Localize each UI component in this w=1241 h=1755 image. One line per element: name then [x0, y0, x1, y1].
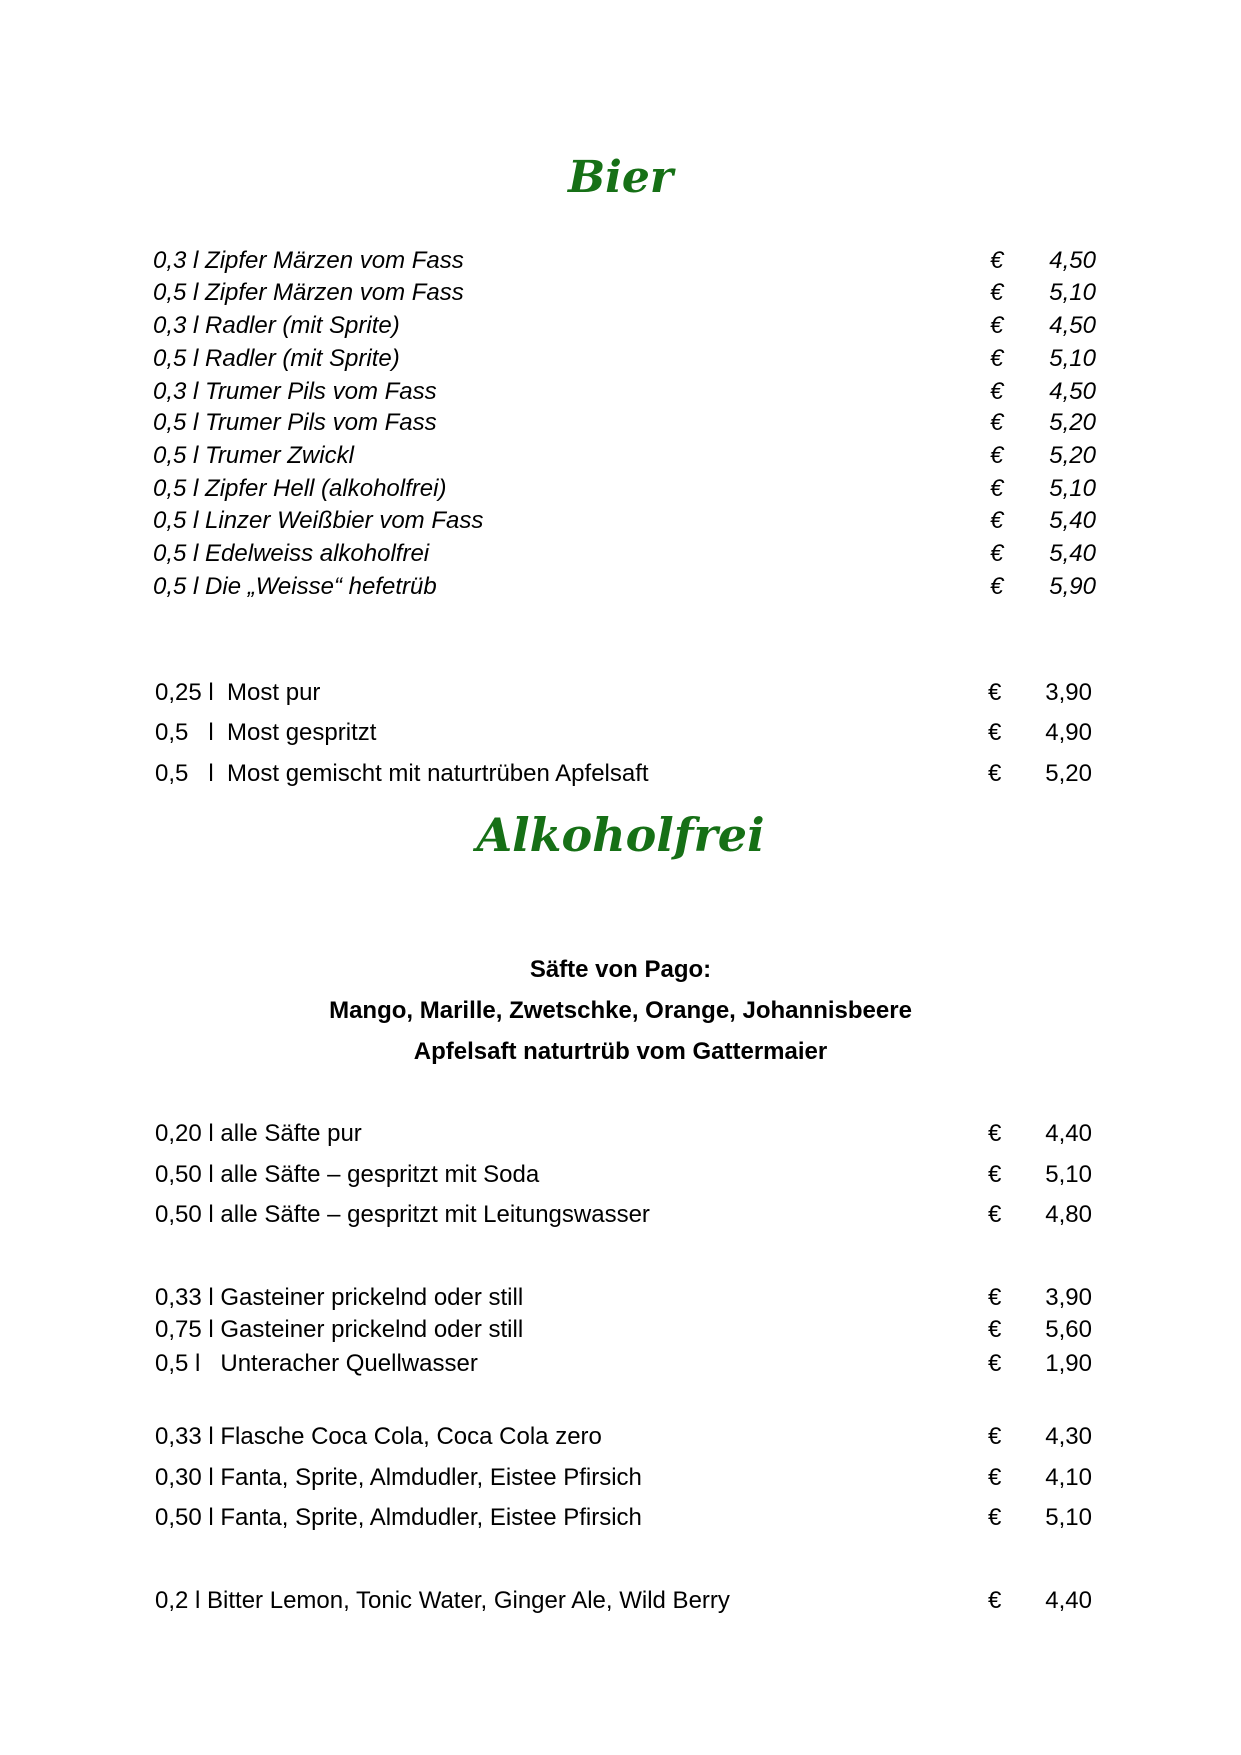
- item-name: 0,75 l Gasteiner prickelnd oder still: [155, 1316, 524, 1343]
- item-price: 4,40: [1045, 1587, 1092, 1614]
- euro-sign: €: [990, 573, 1004, 600]
- item-name: 0,3 l Zipfer Märzen vom Fass: [153, 247, 464, 274]
- menu-item: [0, 1201, 1241, 1231]
- item-name: 0,30 l Fanta, Sprite, Almdudler, Eistee Pfirsich: [155, 1464, 642, 1491]
- euro-sign: €: [988, 1504, 1002, 1531]
- menu-item: [0, 1504, 1241, 1534]
- item-price: 5,10: [1049, 279, 1096, 306]
- euro-sign: €: [990, 442, 1004, 469]
- euro-sign: €: [988, 1423, 1002, 1450]
- item-name: 0,5 l Linzer Weißbier vom Fass: [153, 507, 484, 534]
- euro-sign: €: [990, 345, 1004, 372]
- item-price: 3,90: [1045, 1284, 1092, 1311]
- item-price: 5,60: [1045, 1316, 1092, 1343]
- menu-item: [0, 760, 1241, 790]
- euro-sign: €: [988, 1587, 1002, 1614]
- euro-sign: €: [988, 1161, 1002, 1188]
- item-price: 4,10: [1045, 1464, 1092, 1491]
- item-name: 0,5 l Die „Weisse“ hefetrüb: [153, 573, 437, 600]
- menu-item: [0, 573, 1241, 603]
- menu-item: [0, 1350, 1241, 1380]
- menu-item: [0, 378, 1241, 408]
- item-name: 0,50 l alle Säfte – gespritzt mit Leitungswasser: [155, 1201, 650, 1228]
- item-price: 4,50: [1049, 247, 1096, 274]
- item-name: 0,33 l Gasteiner prickelnd oder still: [155, 1284, 524, 1311]
- menu-item: [0, 442, 1241, 472]
- menu-item: [0, 679, 1241, 709]
- menu-item: [0, 719, 1241, 749]
- item-price: 5,10: [1049, 475, 1096, 502]
- euro-sign: €: [990, 378, 1004, 405]
- euro-sign: €: [990, 540, 1004, 567]
- euro-sign: €: [990, 247, 1004, 274]
- menu-item: [0, 1423, 1241, 1453]
- euro-sign: €: [988, 1284, 1002, 1311]
- euro-sign: €: [990, 312, 1004, 339]
- euro-sign: €: [988, 679, 1002, 706]
- item-name: 0,3 l Radler (mit Sprite): [153, 312, 400, 339]
- euro-sign: €: [988, 760, 1002, 787]
- item-name: 0,5 l Most gespritzt: [155, 719, 377, 746]
- item-name: 0,5 l Most gemischt mit naturtrüben Apfelsaft: [155, 760, 649, 787]
- item-name: 0,33 l Flasche Coca Cola, Coca Cola zero: [155, 1423, 602, 1450]
- item-name: 0,5 l Radler (mit Sprite): [153, 345, 400, 372]
- euro-sign: €: [988, 1120, 1002, 1147]
- item-price: 1,90: [1045, 1350, 1092, 1377]
- menu-item: [0, 345, 1241, 375]
- item-name: 0,5 l Edelweiss alkoholfrei: [153, 540, 430, 567]
- item-name: 0,5 l Unteracher Quellwasser: [155, 1350, 478, 1377]
- euro-sign: €: [990, 475, 1004, 502]
- item-name: 0,50 l Fanta, Sprite, Almdudler, Eistee Pfirsich: [155, 1504, 642, 1531]
- item-price: 5,10: [1049, 345, 1096, 372]
- item-price: 5,20: [1049, 409, 1096, 436]
- item-name: 0,5 l Zipfer Hell (alkoholfrei): [153, 475, 447, 502]
- item-price: 4,90: [1045, 719, 1092, 746]
- euro-sign: €: [988, 719, 1002, 746]
- item-price: 3,90: [1045, 679, 1092, 706]
- item-name: 0,50 l alle Säfte – gespritzt mit Soda: [155, 1161, 540, 1188]
- item-name: 0,2 l Bitter Lemon, Tonic Water, Ginger Ale, Wild Berry: [155, 1587, 730, 1614]
- menu-item: [0, 540, 1241, 570]
- item-name: 0,5 l Zipfer Märzen vom Fass: [153, 279, 464, 306]
- item-price: 4,40: [1045, 1120, 1092, 1147]
- item-name: 0,25 l Most pur: [155, 679, 321, 706]
- item-price: 5,40: [1049, 507, 1096, 534]
- item-name: 0,3 l Trumer Pils vom Fass: [153, 378, 437, 405]
- item-name: 0,5 l Trumer Zwickl: [153, 442, 354, 469]
- menu-item: [0, 1587, 1241, 1617]
- menu-item: [0, 507, 1241, 537]
- menu-item: [0, 409, 1241, 439]
- item-name: 0,5 l Trumer Pils vom Fass: [153, 409, 437, 436]
- saefte-heading-line2: Mango, Marille, Zwetschke, Orange, Johannisbeere: [329, 997, 912, 1024]
- euro-sign: €: [990, 279, 1004, 306]
- euro-sign: €: [990, 507, 1004, 534]
- item-price: 4,80: [1045, 1201, 1092, 1228]
- item-price: 5,10: [1045, 1504, 1092, 1531]
- menu-item: [0, 312, 1241, 342]
- item-price: 5,20: [1045, 760, 1092, 787]
- menu-item: [0, 279, 1241, 309]
- item-price: 4,50: [1049, 378, 1096, 405]
- euro-sign: €: [990, 409, 1004, 436]
- menu-item: [0, 1120, 1241, 1150]
- menu-item: [0, 1161, 1241, 1191]
- item-price: 5,10: [1045, 1161, 1092, 1188]
- euro-sign: €: [988, 1316, 1002, 1343]
- item-price: 5,90: [1049, 573, 1096, 600]
- menu-item: [0, 1284, 1241, 1314]
- menu-item: [0, 475, 1241, 505]
- menu-item: [0, 1316, 1241, 1346]
- euro-sign: €: [988, 1201, 1002, 1228]
- section-title-alkoholfrei: Alkoholfrei: [476, 808, 765, 862]
- menu-item: [0, 1464, 1241, 1494]
- item-price: 4,50: [1049, 312, 1096, 339]
- item-name: 0,20 l alle Säfte pur: [155, 1120, 362, 1147]
- euro-sign: €: [988, 1350, 1002, 1377]
- section-title-bier: Bier: [567, 152, 674, 203]
- menu-item: [0, 247, 1241, 277]
- saefte-heading-line3: Apfelsaft naturtrüb vom Gattermaier: [413, 1038, 828, 1065]
- saefte-heading-line1: Säfte von Pago:: [529, 956, 712, 983]
- item-price: 5,20: [1049, 442, 1096, 469]
- item-price: 4,30: [1045, 1423, 1092, 1450]
- item-price: 5,40: [1049, 540, 1096, 567]
- euro-sign: €: [988, 1464, 1002, 1491]
